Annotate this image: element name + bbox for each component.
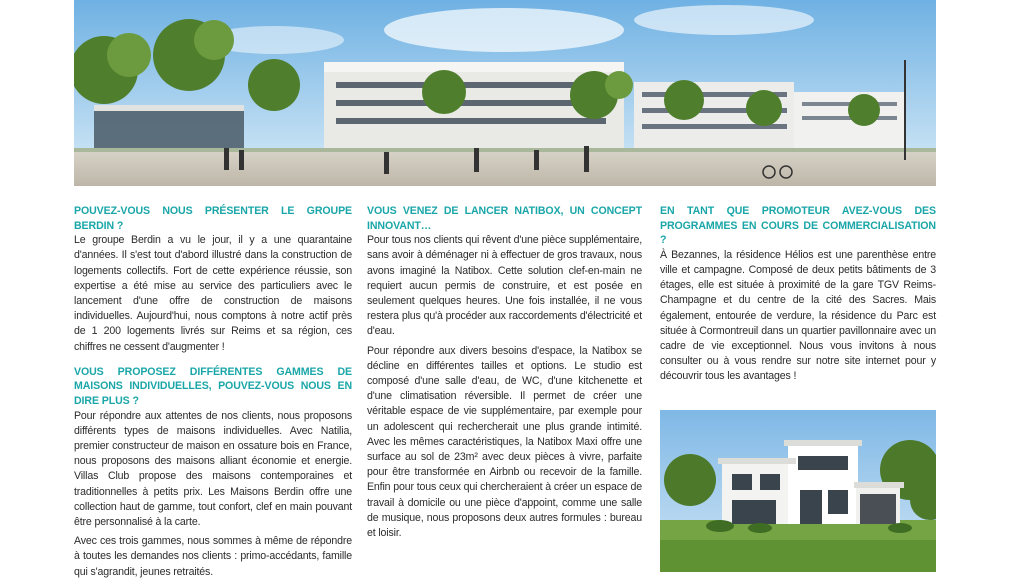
answer-paragraph: Pour tous nos clients qui rêvent d'une pièce supplémentaire, sans avoir à déménager ni à effectuer de gros travaux, nous avons imaginé la Natibox. Cette solution clef-en-main ne requiert aucun permis de construire, et est posée en seulement quelques heures. Une fois installée, il ne vous restera plus qu'à procéder aux raccordements d'électricité et d'eau. <box>367 234 642 338</box>
house-image <box>660 410 936 572</box>
answer-paragraph: Avec ces trois gammes, nous sommes à même de répondre à toutes les demandes nos clients : primo-accédants, famille qui s'agrandit, jeunes retraités. <box>74 535 352 578</box>
column-1 <box>74 204 352 584</box>
question-heading: VOUS PROPOSEZ DIFFÉRENTES GAMMES DE MAISONS INDIVIDUELLES, POUVEZ-VOUS NOUS EN DIRE PLUS ? <box>74 365 352 407</box>
question-heading: VOUS VENEZ DE LANCER NATIBOX, UN CONCEPT INNOVANT… <box>367 205 642 232</box>
column-2 <box>367 204 642 545</box>
answer-paragraph: Pour répondre aux divers besoins d'espace, la Natibox se décline en différentes tailles et options. Le studio est composé d'une salle d'eau, de WC, d'une kitchenette et d'une climatisation réversible. Il permet de créer une véritable espace de vie supplémentaire, par exemple pour un adolescent qui rechercherait une plus grande intimité. Avec les mêmes caractéristiques, la Natibox Maxi offre une surface au sol de 23m² avec deux pièces à vivre, parfaite pour être transformée en Airbnb ou recevoir de la famille. Enfin pour tous ceux qui chercheraient à créer un espace de travail à domicile ou une pièce d'appoint, comme une salle de musique, nous proposons deux autres formules : bureau et loisir. <box>367 344 642 540</box>
question-heading: EN TANT QUE PROMOTEUR AVEZ-VOUS DES PROGRAMMES EN COURS DE COMMERCIALISATION ? <box>660 205 936 247</box>
answer-paragraph: Le groupe Berdin a vu le jour, il y a une quarantaine d'années. Il s'est tout d'abord illustré dans la construction de logements collectifs. Fort de cette expérience réussie, son expertise a été mise au service des particuliers avec le lancement d'une offre de construction de maisons individuelles. Aujourd'hui, nous comptons à notre actif près de 1 200 logements livrés sur Reims et sa région, ces chiffres ne cessent d'augmenter ! <box>74 234 352 353</box>
answer-paragraph: À Bezannes, la résidence Hélios est une parenthèse entre ville et campagne. Composé de deux petits bâtiments de 3 étages, elle est située à proximité de la gare TGV Reims-Champagne et du centre de la cité des Sacres. Mais également, entourée de verdure, la résidence du Parc est située à Cormontreuil dans un quartier pavillonnaire avec un cadre de vie exceptionnel. Nous vous invitons à nous consulter ou à vous rendre sur notre site internet pour y découvrir tous les avantages ! <box>660 248 936 383</box>
question-heading: POUVEZ-VOUS NOUS PRÉSENTER LE GROUPE BERDIN ? <box>74 205 352 232</box>
column-3 <box>660 204 936 389</box>
hero-image <box>74 0 936 186</box>
answer-paragraph: Pour répondre aux attentes de nos clients, nous proposons différents types de maisons individuelles. Avec Natilia, premier constructeur de maison en ossature bois en France, nous proposons des maisons alliant économie et energie. Villas Club propose des maisons contemporaines et traditionnelles à petits prix. Les Maisons Berdin offre une collection haut de gamme, tout confort, clef en main pouvant être personnalisé à la carte. <box>74 409 352 529</box>
